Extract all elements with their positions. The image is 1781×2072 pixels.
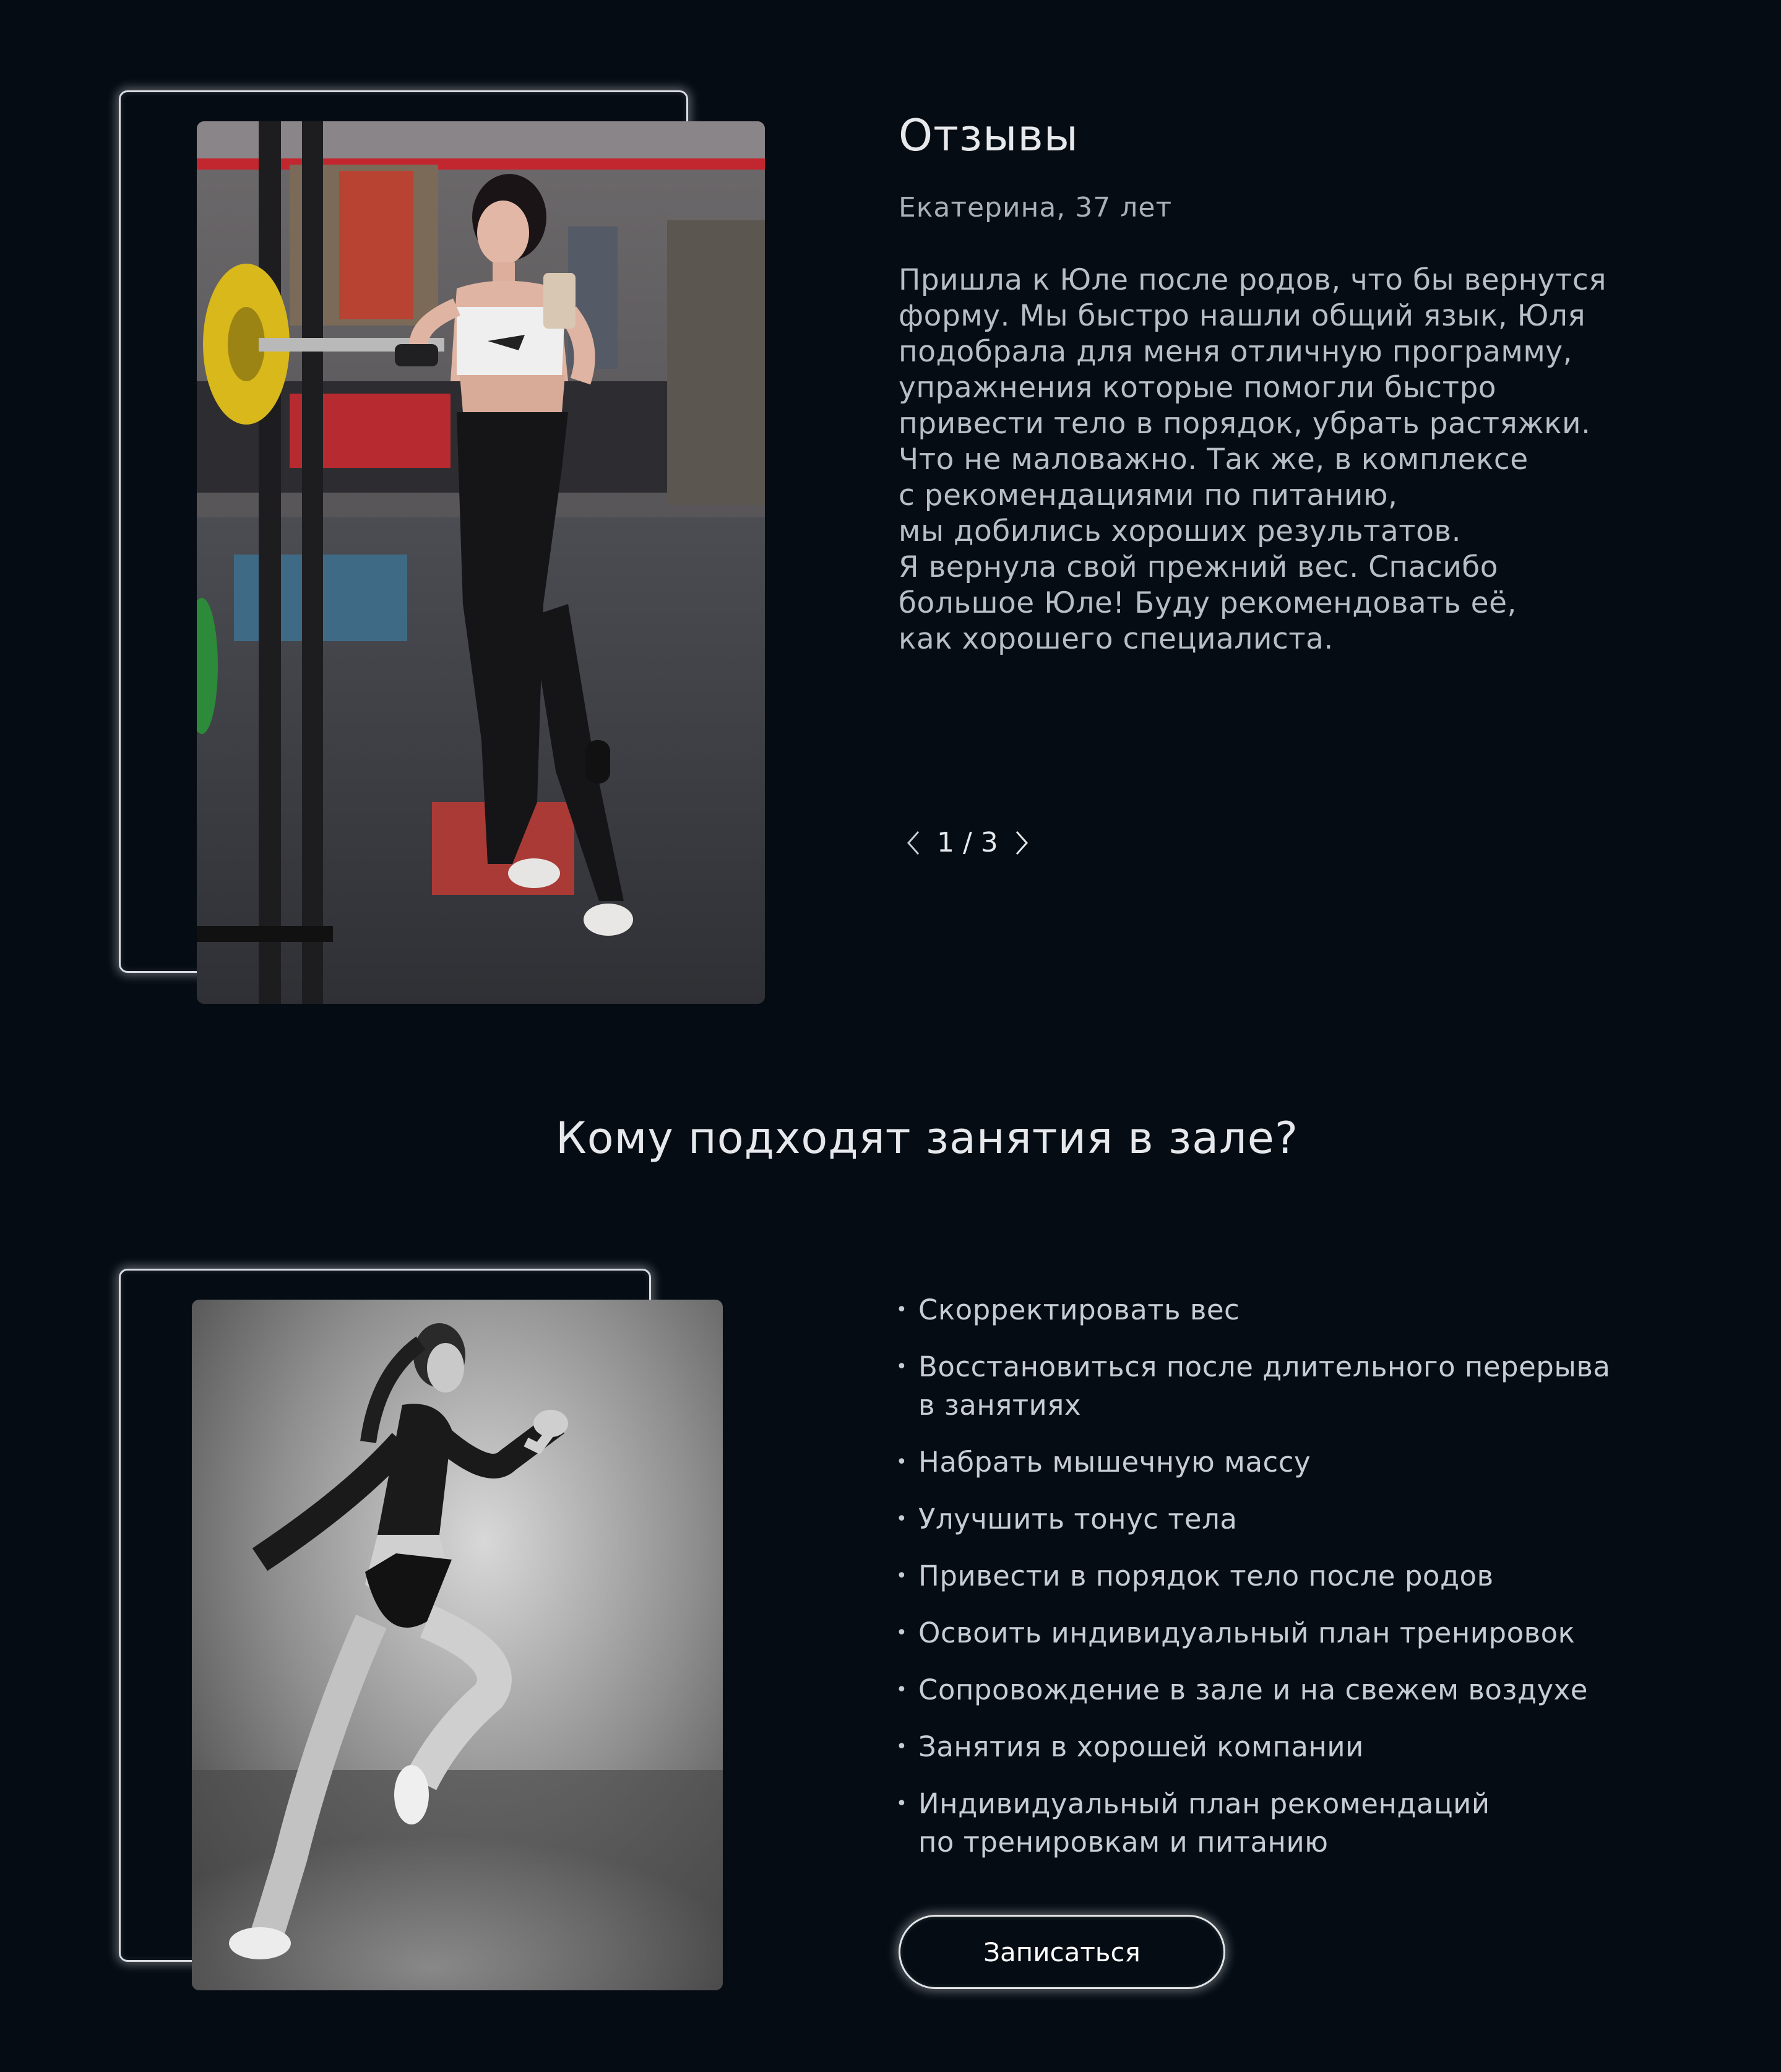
- section-title: Кому подходят занятия в зале?: [556, 1113, 1298, 1163]
- list-item: • Индивидуальный план рекомендаций по тренировкам и питанию: [896, 1785, 1639, 1862]
- list-item: • Набрать мышечную массу: [896, 1443, 1639, 1482]
- benefits-list: [896, 1291, 1639, 1880]
- list-item: • Привести в порядок тело после родов: [896, 1557, 1639, 1595]
- pager-counter: 1 / 3: [937, 827, 998, 858]
- athlete-photo: [192, 1300, 723, 1990]
- list-item: • Восстановиться после длительного перерыва в занятиях: [896, 1348, 1639, 1425]
- list-item: • Занятия в хорошей компании: [896, 1728, 1639, 1766]
- reviews-title: Отзывы: [899, 110, 1079, 161]
- chevron-right-icon[interactable]: [1009, 828, 1034, 858]
- gym-selfie-image: [197, 121, 765, 1004]
- review-text: Пришла к Юле после родов, что бы вернутся форму. Мы быстро нашли общий язык, Юля подобрала для меня отличную программу, упражнения которые помогли быстро привести тело в порядок, убрать растяжки. Что не маловажно. Так же, в комплексе с рекомендациями по питанию, мы добились хороших результатов. Я вернула свой прежний вес. Спасибо большое Юле! Буду рекомендовать её, как хорошего специалиста.: [899, 263, 1606, 656]
- chevron-left-icon[interactable]: [901, 828, 926, 858]
- signup-button[interactable]: Записаться: [899, 1915, 1225, 1989]
- review-pager: [901, 827, 1034, 858]
- review-photo: [197, 121, 765, 1004]
- list-item: • Сопровождение в зале и на свежем воздухе: [896, 1671, 1639, 1709]
- list-item: • Скорректировать вес: [896, 1291, 1639, 1329]
- reviewer-name: Екатерина, 37 лет: [899, 192, 1173, 223]
- list-item: • Улучшить тонус тела: [896, 1500, 1639, 1539]
- running-woman-image: [192, 1300, 723, 1990]
- list-item: • Освоить индивидуальный план тренировок: [896, 1614, 1639, 1652]
